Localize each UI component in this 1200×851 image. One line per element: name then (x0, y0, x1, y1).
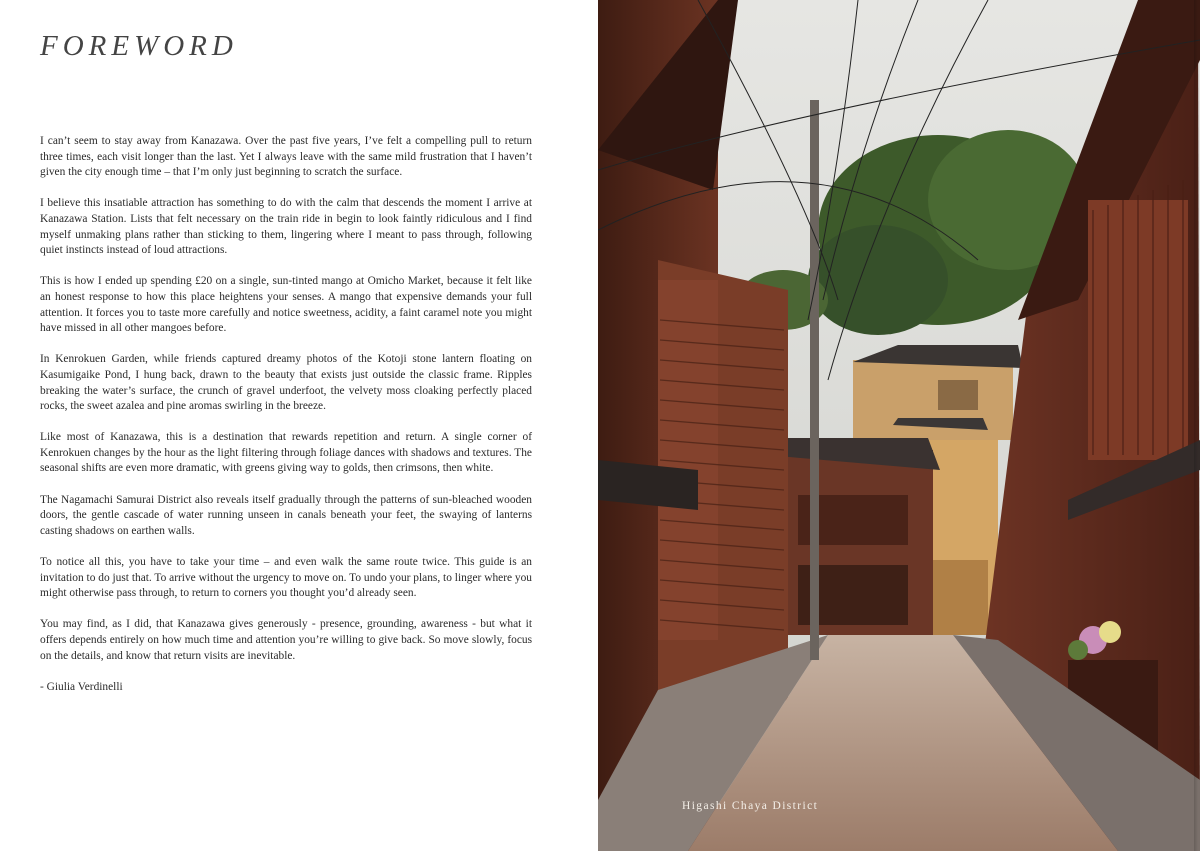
paragraph: Like most of Kanazawa, this is a destination that rewards repetition and return. A single corner of Kenrokuen changes by the hour as the light filtering through foliage dances with shadows and textures. The seasonal shifts are even more dramatic, with greens giving way to golds, then crimsons, then white. (40, 431, 532, 475)
street-photo (598, 0, 1200, 851)
paragraph: This is how I ended up spending £20 on a single, sun-tinted mango at Omicho Market, because it felt like an honest response to how this place heightens your senses. A mango that expensive demands your full attention. It forces you to taste more carefully and notice sweetness, acidity, a faint caramel note you might have missed in all other mangoes before. (40, 275, 532, 335)
paragraph: I can’t seem to stay away from Kanazawa. Over the past five years, I’ve felt a compelling pull to return three times, each visit longer than the last. Yet I always leave with the same mild frustration that I haven’t given the city enough time – that I’m only just beginning to scratch the surface. (40, 135, 532, 179)
photo-caption: Higashi Chaya District (682, 800, 819, 812)
paragraph: You may find, as I did, that Kanazawa gives generously - presence, grounding, awareness - but what it offers depends entirely on how much time and attention you’re willing to give back. So move slowly, focus on the details, and know that return visits are inevitable. (40, 618, 532, 662)
paragraph: In Kenrokuen Garden, while friends captured dreamy photos of the Kotoji stone lantern floating on Kasumigaike Pond, I hung back, drawn to the beauty that exists just outside the classic frame. Ripples breaking the water’s surface, the crunch of gravel underfoot, the velvety moss cloaking perfectly placed rocks, the sweet azalea and pine aromas swirling in the breeze. (40, 353, 532, 413)
book-gutter-shadow (1194, 0, 1198, 851)
foreword-body (40, 134, 532, 711)
foreword-page (0, 0, 598, 851)
paragraph: The Nagamachi Samurai District also reveals itself gradually through the patterns of sun-bleached wooden doors, the gentle cascade of water running unseen in canals beneath your feet, the swaying of lanterns casting shadows on earthen walls. (40, 493, 532, 537)
author-signature: - Giulia Verdinelli (40, 680, 123, 693)
paragraph: To notice all this, you have to take your time – and even walk the same route twice. This guide is an invitation to do just that. To arrive without the urgency to move on. To undo your plans, to linger where you might otherwise pass through, to return to corners you thought you’d already seen. (40, 556, 532, 600)
paragraph: I believe this insatiable attraction has something to do with the calm that descends the moment I arrive at Kanazawa Station. Lists that felt necessary on the train ride in begin to look faintly ridiculous and I find myself unmaking plans rather than sticking to them, lingering where I meant to pass through, following quiet instincts instead of loud attractions. (40, 197, 532, 257)
page-title: FOREWORD (40, 30, 238, 62)
street-photo-illustration (598, 0, 1200, 851)
